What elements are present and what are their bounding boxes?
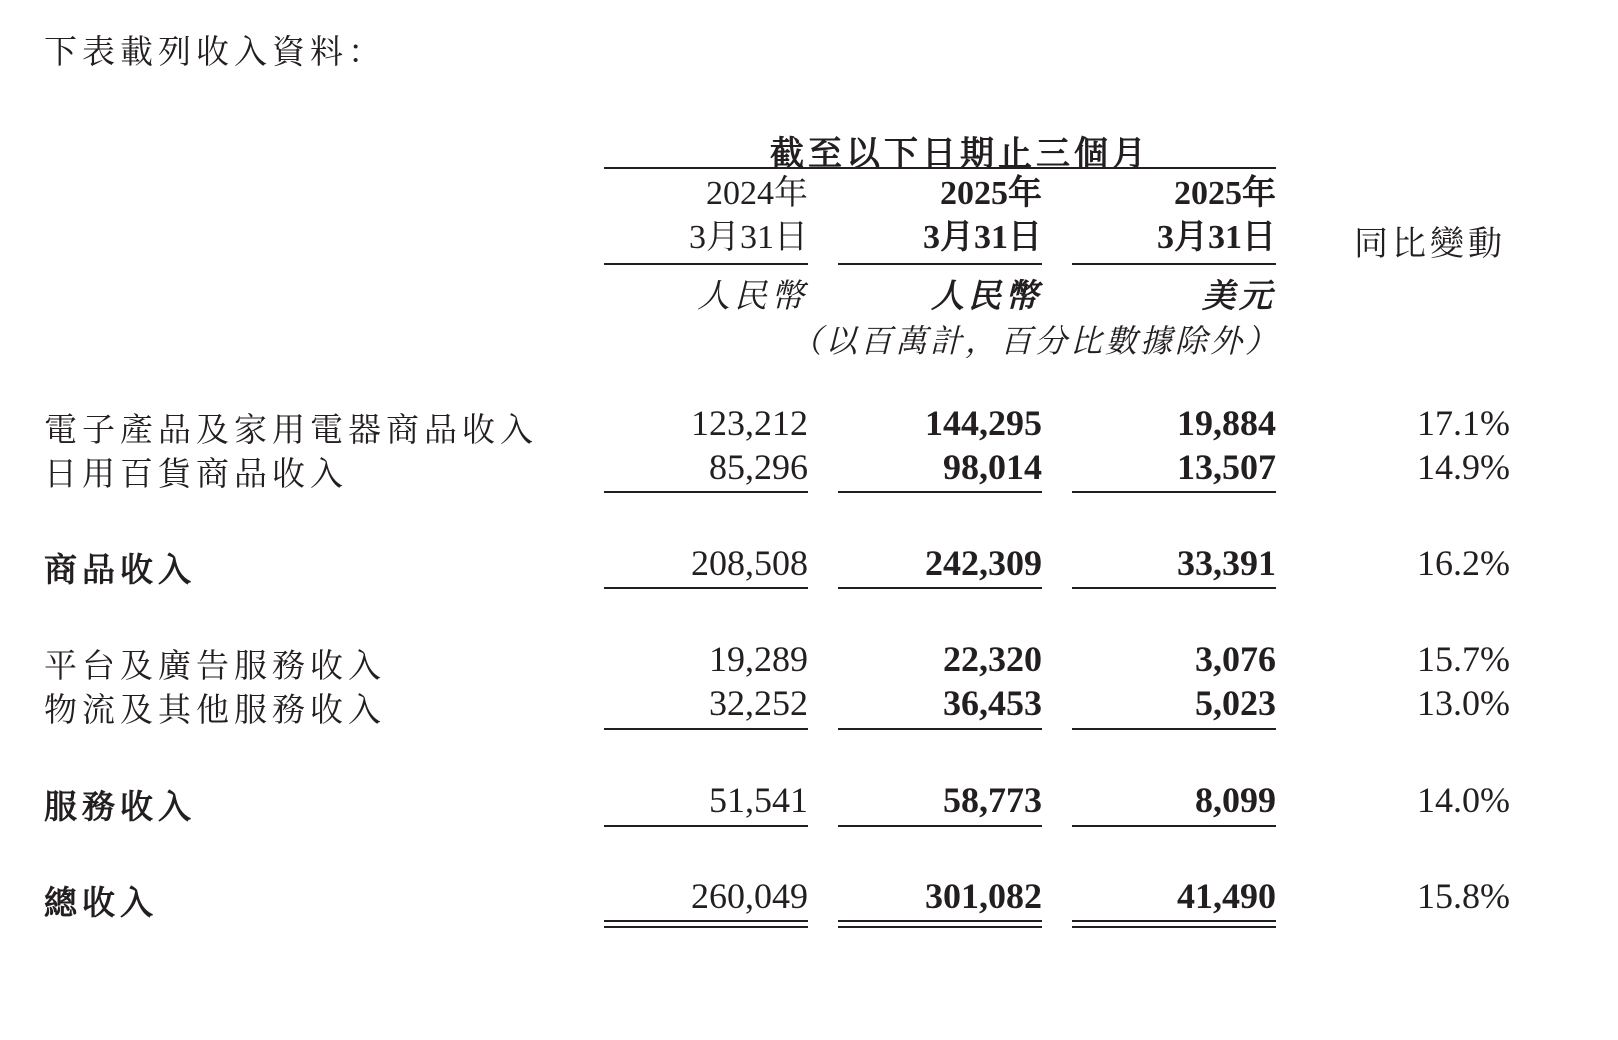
cell-yoy: 16.2% [1417, 543, 1510, 583]
column-rule-2 [838, 263, 1042, 265]
cell-value: 144,295 [925, 403, 1042, 443]
cell-value: 19,884 [1177, 403, 1276, 443]
subtotal-rule [604, 728, 808, 730]
cell-yoy: 14.9% [1417, 447, 1510, 487]
cell-value: 8,099 [1195, 780, 1276, 820]
total-double-rule [604, 920, 808, 922]
subtotal-rule [838, 491, 1042, 493]
row-label: 服務收入 [44, 787, 196, 826]
column-header-1 [600, 172, 808, 260]
subtotal-rule [1072, 825, 1276, 827]
column-header-3 [1072, 172, 1276, 260]
cell-value: 51,541 [709, 780, 808, 820]
cell-value: 13,507 [1177, 447, 1276, 487]
cell-value: 98,014 [943, 447, 1042, 487]
row-label: 平台及廣告服務收入 [44, 646, 386, 685]
cell-value: 85,296 [709, 447, 808, 487]
cell-yoy: 15.7% [1417, 639, 1510, 679]
total-double-rule [838, 926, 1042, 928]
period-heading: 截至以下日期止三個月 [770, 134, 1150, 174]
subtotal-rule [1072, 491, 1276, 493]
row-label: 物流及其他服務收入 [44, 690, 386, 729]
column-date: 3月31日 [1157, 219, 1276, 256]
cell-value: 22,320 [943, 639, 1042, 679]
total-double-rule [1072, 926, 1276, 928]
currency-label-2: 人民幣 [931, 276, 1042, 315]
cell-value: 33,391 [1177, 543, 1276, 583]
subtotal-rule [604, 825, 808, 827]
subtotal-rule [838, 587, 1042, 589]
cell-yoy: 13.0% [1417, 683, 1510, 723]
column-date: 3月31日 [923, 219, 1042, 256]
total-double-rule [1072, 920, 1276, 922]
cell-value: 36,453 [943, 683, 1042, 723]
cell-value: 301,082 [925, 876, 1042, 916]
total-double-rule [604, 926, 808, 928]
cell-yoy: 17.1% [1417, 403, 1510, 443]
column-rule-3 [1072, 263, 1276, 265]
row-label: 電子產品及家用電器商品收入 [44, 410, 538, 449]
currency-label-3: 美元 [1202, 276, 1276, 315]
cell-value: 32,252 [709, 683, 808, 723]
cell-yoy: 14.0% [1417, 780, 1510, 820]
row-label: 日用百貨商品收入 [44, 454, 348, 493]
cell-value: 260,049 [691, 876, 808, 916]
column-year: 2025年 [1174, 175, 1276, 212]
subtotal-rule [838, 728, 1042, 730]
cell-value: 58,773 [943, 780, 1042, 820]
subtotal-rule [1072, 587, 1276, 589]
cell-value: 242,309 [925, 543, 1042, 583]
intro-text: 下表載列收入資料： [44, 32, 386, 71]
cell-value: 3,076 [1195, 639, 1276, 679]
units-note: （以百萬計，百分比數據除外） [790, 322, 1281, 360]
subtotal-rule [604, 491, 808, 493]
cell-value: 208,508 [691, 543, 808, 583]
cell-value: 123,212 [691, 403, 808, 443]
period-rule [604, 167, 1276, 169]
total-double-rule [838, 920, 1042, 922]
yoy-header: 同比變動 [1354, 224, 1506, 264]
column-header-2 [838, 172, 1042, 260]
cell-value: 5,023 [1195, 683, 1276, 723]
row-label: 總收入 [44, 883, 158, 922]
subtotal-rule [1072, 728, 1276, 730]
cell-value: 19,289 [709, 639, 808, 679]
subtotal-rule [604, 587, 808, 589]
column-year: 2024年 [706, 175, 808, 212]
cell-value: 41,490 [1177, 876, 1276, 916]
column-rule-1 [604, 263, 808, 265]
column-date: 3月31日 [689, 219, 808, 256]
cell-yoy: 15.8% [1417, 876, 1510, 916]
subtotal-rule [838, 825, 1042, 827]
row-label: 商品收入 [44, 550, 196, 589]
currency-label-1: 人民幣 [697, 276, 808, 315]
column-year: 2025年 [940, 175, 1042, 212]
